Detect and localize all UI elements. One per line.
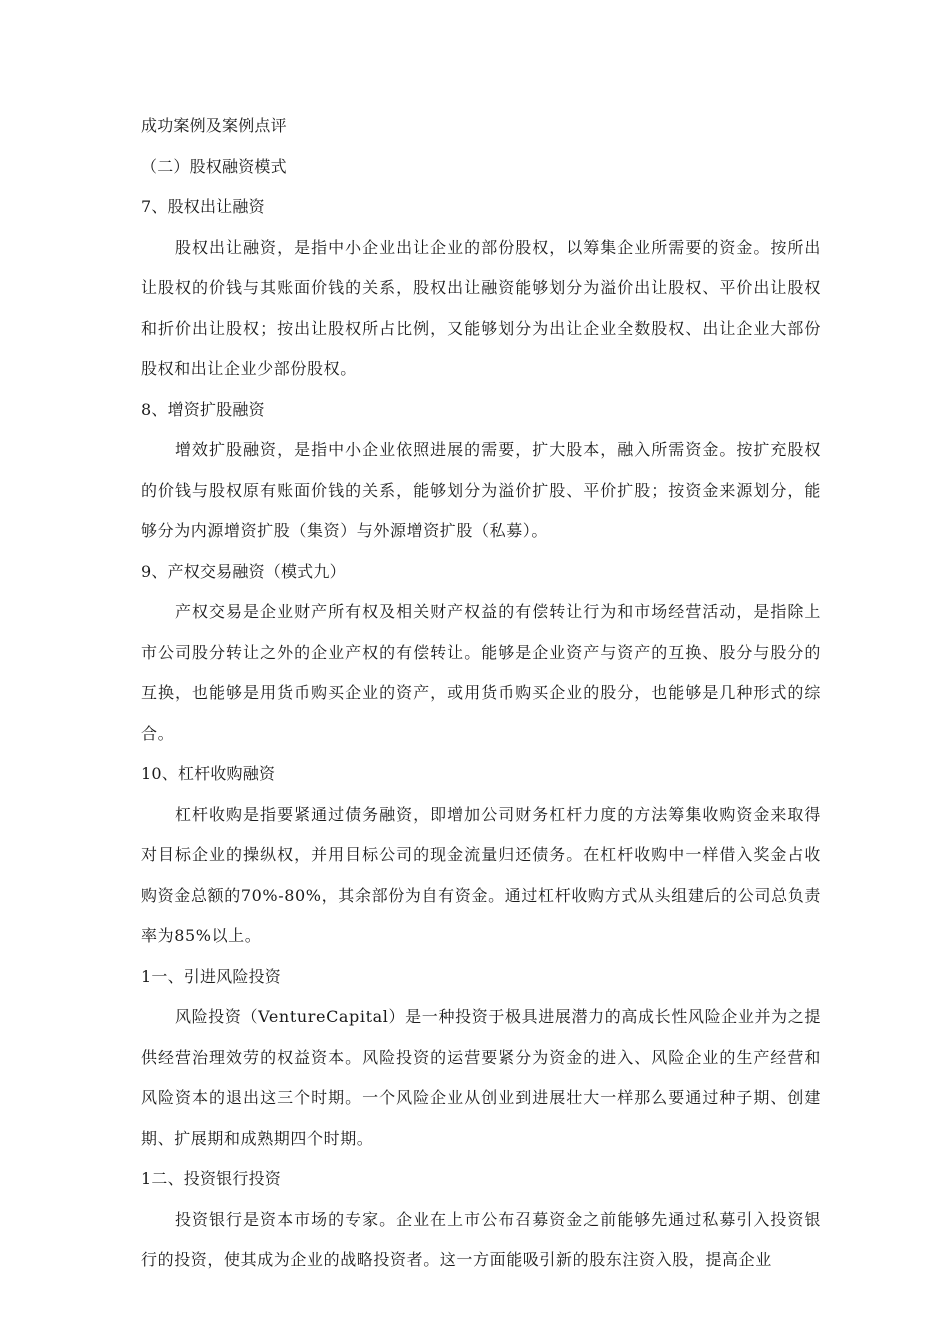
document-body bbox=[141, 106, 821, 1281]
subsection-heading: 1一、引进风险投资 bbox=[141, 966, 281, 986]
body-paragraph: 风险投资（VentureCapital）是一种投资于极具进展潜力的高成长性风险企业并为之提供经营治理效劳的权益资本。风险投资的运营要紧分为资金的进入、风险企业的生产经营和风险资本的退出这三个时期。一个风险企业从创业到进展壮大一样那么要通过种子期、创建期、扩展期和成熟期四个时期。 bbox=[141, 1007, 821, 1148]
section-title: （二）股权融资模式 bbox=[141, 156, 287, 176]
subsection-heading: 1二、投资银行投资 bbox=[141, 1169, 281, 1188]
subsection-heading: 9、产权交易融资（模式九） bbox=[141, 561, 346, 581]
body-paragraph: 股权出让融资，是指中小企业出让企业的部份股权，以筹集企业所需要的资金。按所出让股权的价钱与其账面价钱的关系，股权出让融资能够划分为溢价出让股权、平价出让股权和折价出让股权；按出让股权所占比例，又能够划分为出让企业全数股权、出让企业大部份股权和出让企业少部份股权。 bbox=[141, 237, 821, 378]
subsection-heading: 10、杠杆收购融资 bbox=[141, 764, 276, 783]
body-paragraph: 增效扩股融资，是指中小企业依照进展的需要，扩大股本，融入所需资金。按扩充股权的价钱与股权原有账面价钱的关系，能够划分为溢价扩股、平价扩股；按资金来源划分，能够分为内源增资扩股（集资）与外源增资扩股（私募）。 bbox=[141, 440, 821, 540]
body-paragraph: 杠杆收购是指要紧通过债务融资，即增加公司财务杠杆力度的方法筹集收购资金来取得对目标企业的操纵权，并用目标公司的现金流量归还债务。在杠杆收购中一样借入奖金占收购资金总额的70%-80%，其余部份为自有资金。通过杠杆收购方式从头组建后的公司总负责率为85%以上。 bbox=[141, 804, 821, 945]
body-paragraph: 产权交易是企业财产所有权及相关财产权益的有偿转让行为和市场经营活动，是指除上市公司股分转让之外的企业产权的有偿转让。能够是企业资产与资产的互换、股分与股分的互换，也能够是用货币购买企业的资产，或用货币购买企业的股分，也能够是几种形式的综合。 bbox=[141, 602, 821, 743]
document-title: 成功案例及案例点评 bbox=[141, 116, 287, 135]
subsection-heading: 8、增资扩股融资 bbox=[141, 399, 265, 419]
subsection-heading: 7、股权出让融资 bbox=[141, 197, 265, 216]
body-paragraph: 投资银行是资本市场的专家。企业在上市公布召募资金之前能够先通过私募引入投资银行的投资，使其成为企业的战略投资者。这一方面能吸引新的股东注资入股，提高企业 bbox=[141, 1209, 821, 1269]
